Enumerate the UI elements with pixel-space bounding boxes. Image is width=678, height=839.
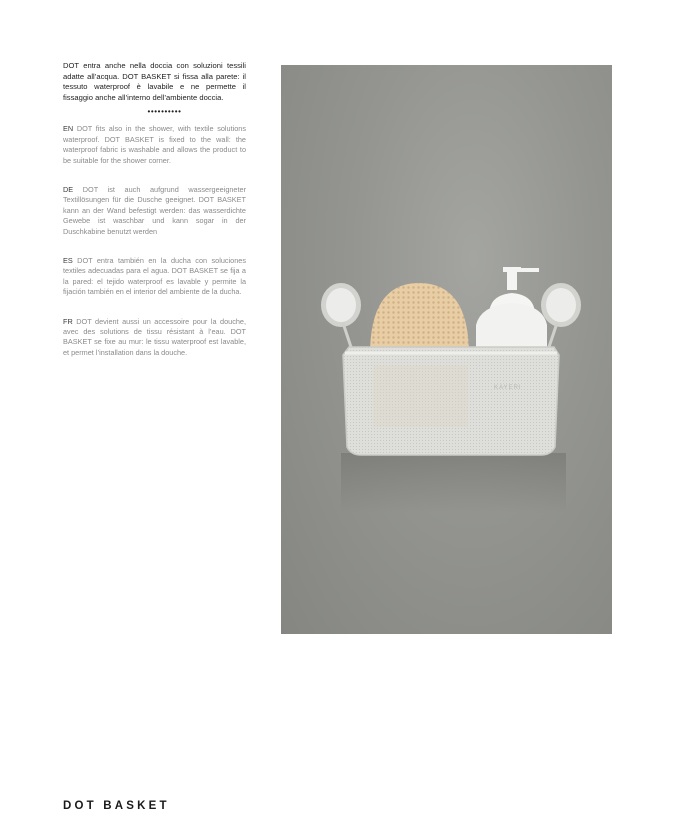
lang-code-en: EN (63, 124, 74, 134)
strap-right (549, 323, 557, 347)
text-fr: DOT devient aussi un accessoire pour la douche, avec des solutions de tissu résistant à l’eau. DOT BASKET se fixe au mur: le tissu waterproof est lavable, et permet l’installation dans la douche. (63, 316, 246, 357)
separator-dots: •••••••••• (147, 107, 182, 117)
suction-cup-left (321, 283, 361, 327)
lang-code-es: ES (63, 256, 73, 266)
strap-left (343, 323, 351, 347)
text-column (63, 61, 246, 377)
basket-illustration (281, 65, 612, 634)
product-photo (281, 65, 612, 634)
text-en: DOT fits also in the shower, with textile solutions waterproof. DOT BASKET is fixed to the wall: the waterproof fabric is washable and allows the product to be suitable for the shower corner. (63, 124, 247, 165)
knitted-sponge (370, 283, 469, 355)
suction-cup-right (541, 283, 581, 327)
text-es: DOT entra también en la ducha con soluciones textiles adecuadas para el agua. DOT BASKET se fija a la pared: el tejido waterproof es lavable y permite la fijación también en el interior del ambiente de la ducha. (63, 256, 246, 297)
mesh-basket (343, 347, 559, 455)
paragraph-de (63, 185, 246, 237)
lang-code-fr: FR (63, 316, 73, 326)
lang-code-de: DE (63, 185, 74, 194)
paragraph-en (63, 124, 246, 166)
footer-title: DOT BASKET (63, 800, 170, 812)
paragraph-es (63, 256, 246, 298)
basket-shadow (341, 453, 566, 513)
text-de: DOT ist auch aufgrund wassergeeigneter Textillösungen für die Dusche geeignet. DOT BASKET kann an der Wand befestigt werden: das wasserdichte Gewebe ist waschbar und kann sogar in der Duschkabine benutzt werden (63, 185, 247, 236)
paragraph-fr (63, 317, 246, 359)
svg-text:KAYERI: KAYERI (494, 385, 522, 391)
intro-italian: DOT entra anche nella doccia con soluzioni tessili adatte all’acqua. DOT BASKET si fissa alla parete: il tessuto waterproof è lavabile e ne permette il fissaggio anche all’interno dell’ambiente doccia. (63, 61, 246, 102)
